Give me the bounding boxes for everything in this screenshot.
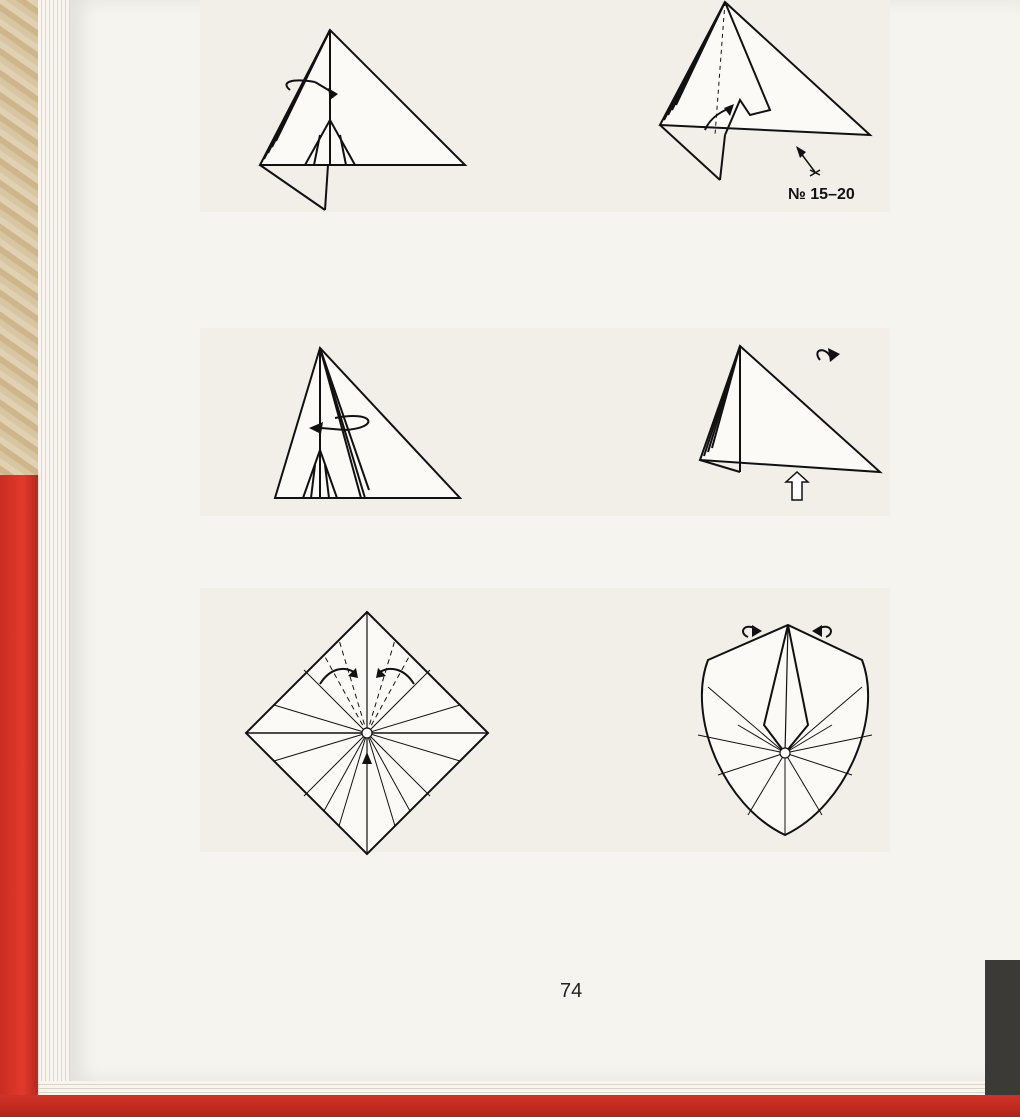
page-edges-bottom xyxy=(38,1081,1020,1095)
book-cover-bottom xyxy=(0,1095,1020,1117)
diagram-step-top-left xyxy=(250,20,480,220)
diagram-step-bottom-right xyxy=(678,615,892,845)
diagram-step-bottom-left xyxy=(244,610,490,856)
diagram-step-middle-left xyxy=(265,340,485,510)
background-dark xyxy=(985,960,1020,1095)
page-number: 74 xyxy=(560,980,583,1002)
step-range-label: № 15–20 xyxy=(788,186,855,203)
page-edges-left xyxy=(38,0,70,1095)
diagram-step-middle-right xyxy=(680,340,890,530)
book-cover-spine xyxy=(0,475,38,1117)
